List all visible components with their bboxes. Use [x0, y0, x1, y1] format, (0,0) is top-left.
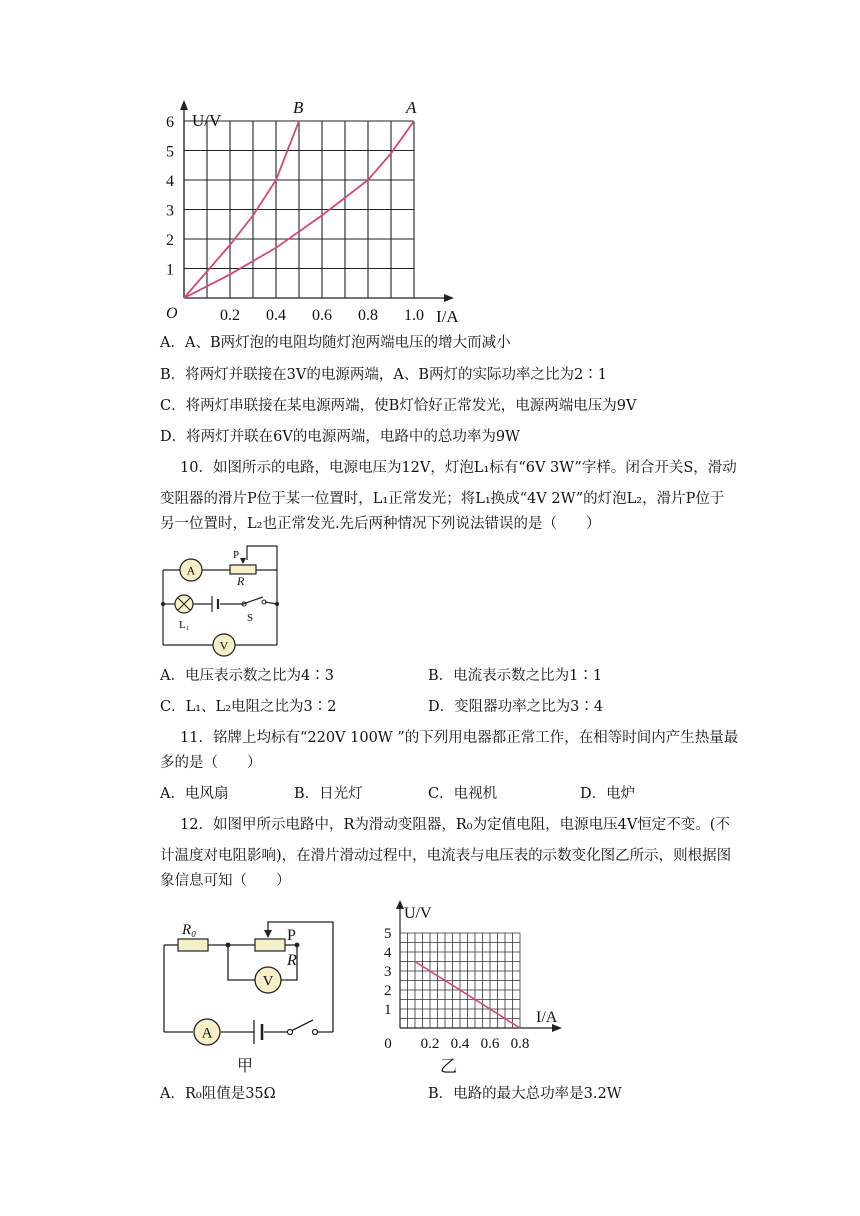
- q10-option-d: D．变阻器功率之比为3∶4: [428, 699, 604, 715]
- q10-circuit-diagram: [155, 540, 285, 660]
- voltmeter-label: V: [219, 638, 229, 653]
- q10-stem-line3: 另一位置时，L₂也正常发光.先后两种情况下列说法错误的是（ ）: [160, 516, 601, 532]
- y-tick-label: 5: [384, 926, 392, 942]
- slider-label: P: [233, 549, 240, 561]
- q12-stem-line2: 计温度对电阻影响)，在滑片滑动过程中，电流表与电压表的示数变化图乙所示，则根据图: [160, 848, 732, 864]
- q11-option-b: B．日光灯: [294, 786, 363, 802]
- r0-label: R₀: [182, 922, 197, 938]
- q10-option-a: A．电压表示数之比为4∶3: [160, 668, 334, 684]
- q12-circuit-caption: 甲: [236, 1058, 254, 1075]
- curve-a-label: A: [406, 98, 417, 117]
- q12-ui-graph-svg: [378, 898, 568, 1078]
- q11-option-a: A．电风扇: [160, 786, 229, 802]
- rheostat-icon: [230, 565, 256, 574]
- rheostat-label: R: [237, 574, 245, 588]
- x-tick-label: 0.8: [510, 1036, 530, 1052]
- q10-option-c: C．L₁、L₂电阻之比为3∶2: [160, 699, 337, 715]
- x-axis-arrow: [444, 294, 454, 302]
- q12-circuit-diagram: [150, 908, 350, 1078]
- q9-option-c: C．将两灯串联接在某电源两端，使B灯恰好正常发光，电源两端电压为9V: [160, 398, 637, 414]
- y-tick-label: 2: [166, 232, 174, 249]
- x-tick-label: 0.4: [266, 307, 286, 324]
- switch-label: S: [247, 612, 254, 624]
- ammeter-label: A: [186, 563, 196, 578]
- y-tick-label: 3: [384, 964, 392, 980]
- x-tick-label: 0.6: [480, 1036, 500, 1052]
- y-tick-label: 5: [166, 143, 174, 161]
- x-tick-label: 0.4: [450, 1036, 470, 1052]
- q11-stem-line1: 11．铭牌上均标有“220V 100W ”的下列用电器都正常工作，在相等时间内产生热量最: [180, 730, 739, 746]
- q10-stem-line2: 变阻器的滑片P位于某一位置时，L₁正常发光；将L₁换成“4V 2W”的灯泡L₂，滑片P位于: [160, 491, 725, 507]
- r0-resistor-icon: [178, 939, 208, 951]
- x-axis-label: I/A: [436, 307, 459, 326]
- q12-voltmeter-label: V: [262, 973, 274, 990]
- q11-stem-line2: 多的是（ ）: [160, 755, 262, 771]
- x-tick-label: 0.6: [312, 307, 332, 324]
- y-tick-label: 4: [384, 945, 392, 961]
- q12-circuit-svg: [150, 908, 350, 1078]
- lamp-label: L₁: [179, 619, 190, 631]
- q11-option-c: C．电视机: [428, 786, 498, 802]
- q10-option-b: B．电流表示数之比为1∶1: [428, 668, 603, 684]
- q12-rheostat-icon: [255, 939, 285, 951]
- x-tick-label: 0.2: [420, 1036, 440, 1052]
- y-axis-arrow: [180, 100, 188, 110]
- q10-circuit-svg: [155, 540, 285, 660]
- y-tick-label: 6: [166, 114, 174, 131]
- q12-slider-label: P: [287, 927, 296, 944]
- q9-option-a: A．A、B两灯泡的电阻均随灯泡两端电压的增大而减小: [160, 335, 511, 351]
- q12-rheostat-label: R: [287, 952, 297, 969]
- x-tick-label: 1.0: [404, 307, 424, 324]
- curve-b-label: B: [293, 98, 304, 117]
- y-tick-label: 1: [166, 261, 174, 279]
- ui-curve-svg: [160, 98, 460, 328]
- q12-option-b: B．电路的最大总功率是3.2W: [428, 1086, 622, 1102]
- origin-label: O: [166, 305, 178, 322]
- q10-stem-line1: 10．如图所示的电路，电源电压为12V，灯泡L₁标有“6V 3W”字样。闭合开关S，滑动: [180, 460, 737, 476]
- y-axis-arrow: [396, 900, 404, 909]
- y-tick-label: 2: [384, 983, 392, 999]
- q12-stem-line3: 象信息可知（ ）: [160, 873, 291, 889]
- q12-ammeter-label: A: [201, 1025, 213, 1042]
- x-tick-label: 0.2: [220, 307, 240, 324]
- x-axis-label: I/A: [536, 1009, 558, 1026]
- q12-graph-caption: 乙: [440, 1057, 457, 1076]
- y-tick-label: 3: [166, 202, 174, 220]
- x-tick-label: 0: [384, 1036, 392, 1052]
- q11-option-d: D．电炉: [580, 786, 636, 802]
- y-tick-label: 1: [384, 1002, 392, 1018]
- y-axis-label: U/V: [404, 905, 432, 922]
- q12-stem-line1: 12．如图甲所示电路中，R为滑动变阻器，R₀为定值电阻，电源电压4V恒定不变。(不: [180, 817, 730, 833]
- q12-ui-graph: [378, 898, 568, 1078]
- q12-option-a: A．R₀阻值是35Ω: [160, 1086, 276, 1102]
- q9-option-b: B．将两灯并联接在3V的电源两端，A、B两灯的实际功率之比为2∶1: [160, 367, 607, 383]
- y-axis-label: U/V: [192, 111, 222, 130]
- x-tick-label: 0.8: [358, 307, 378, 324]
- q9-option-d: D．将两灯并联在6V的电源两端，电路中的总功率为9W: [160, 429, 520, 445]
- y-tick-label: 4: [166, 173, 174, 190]
- ui-curve-graph: [160, 98, 460, 328]
